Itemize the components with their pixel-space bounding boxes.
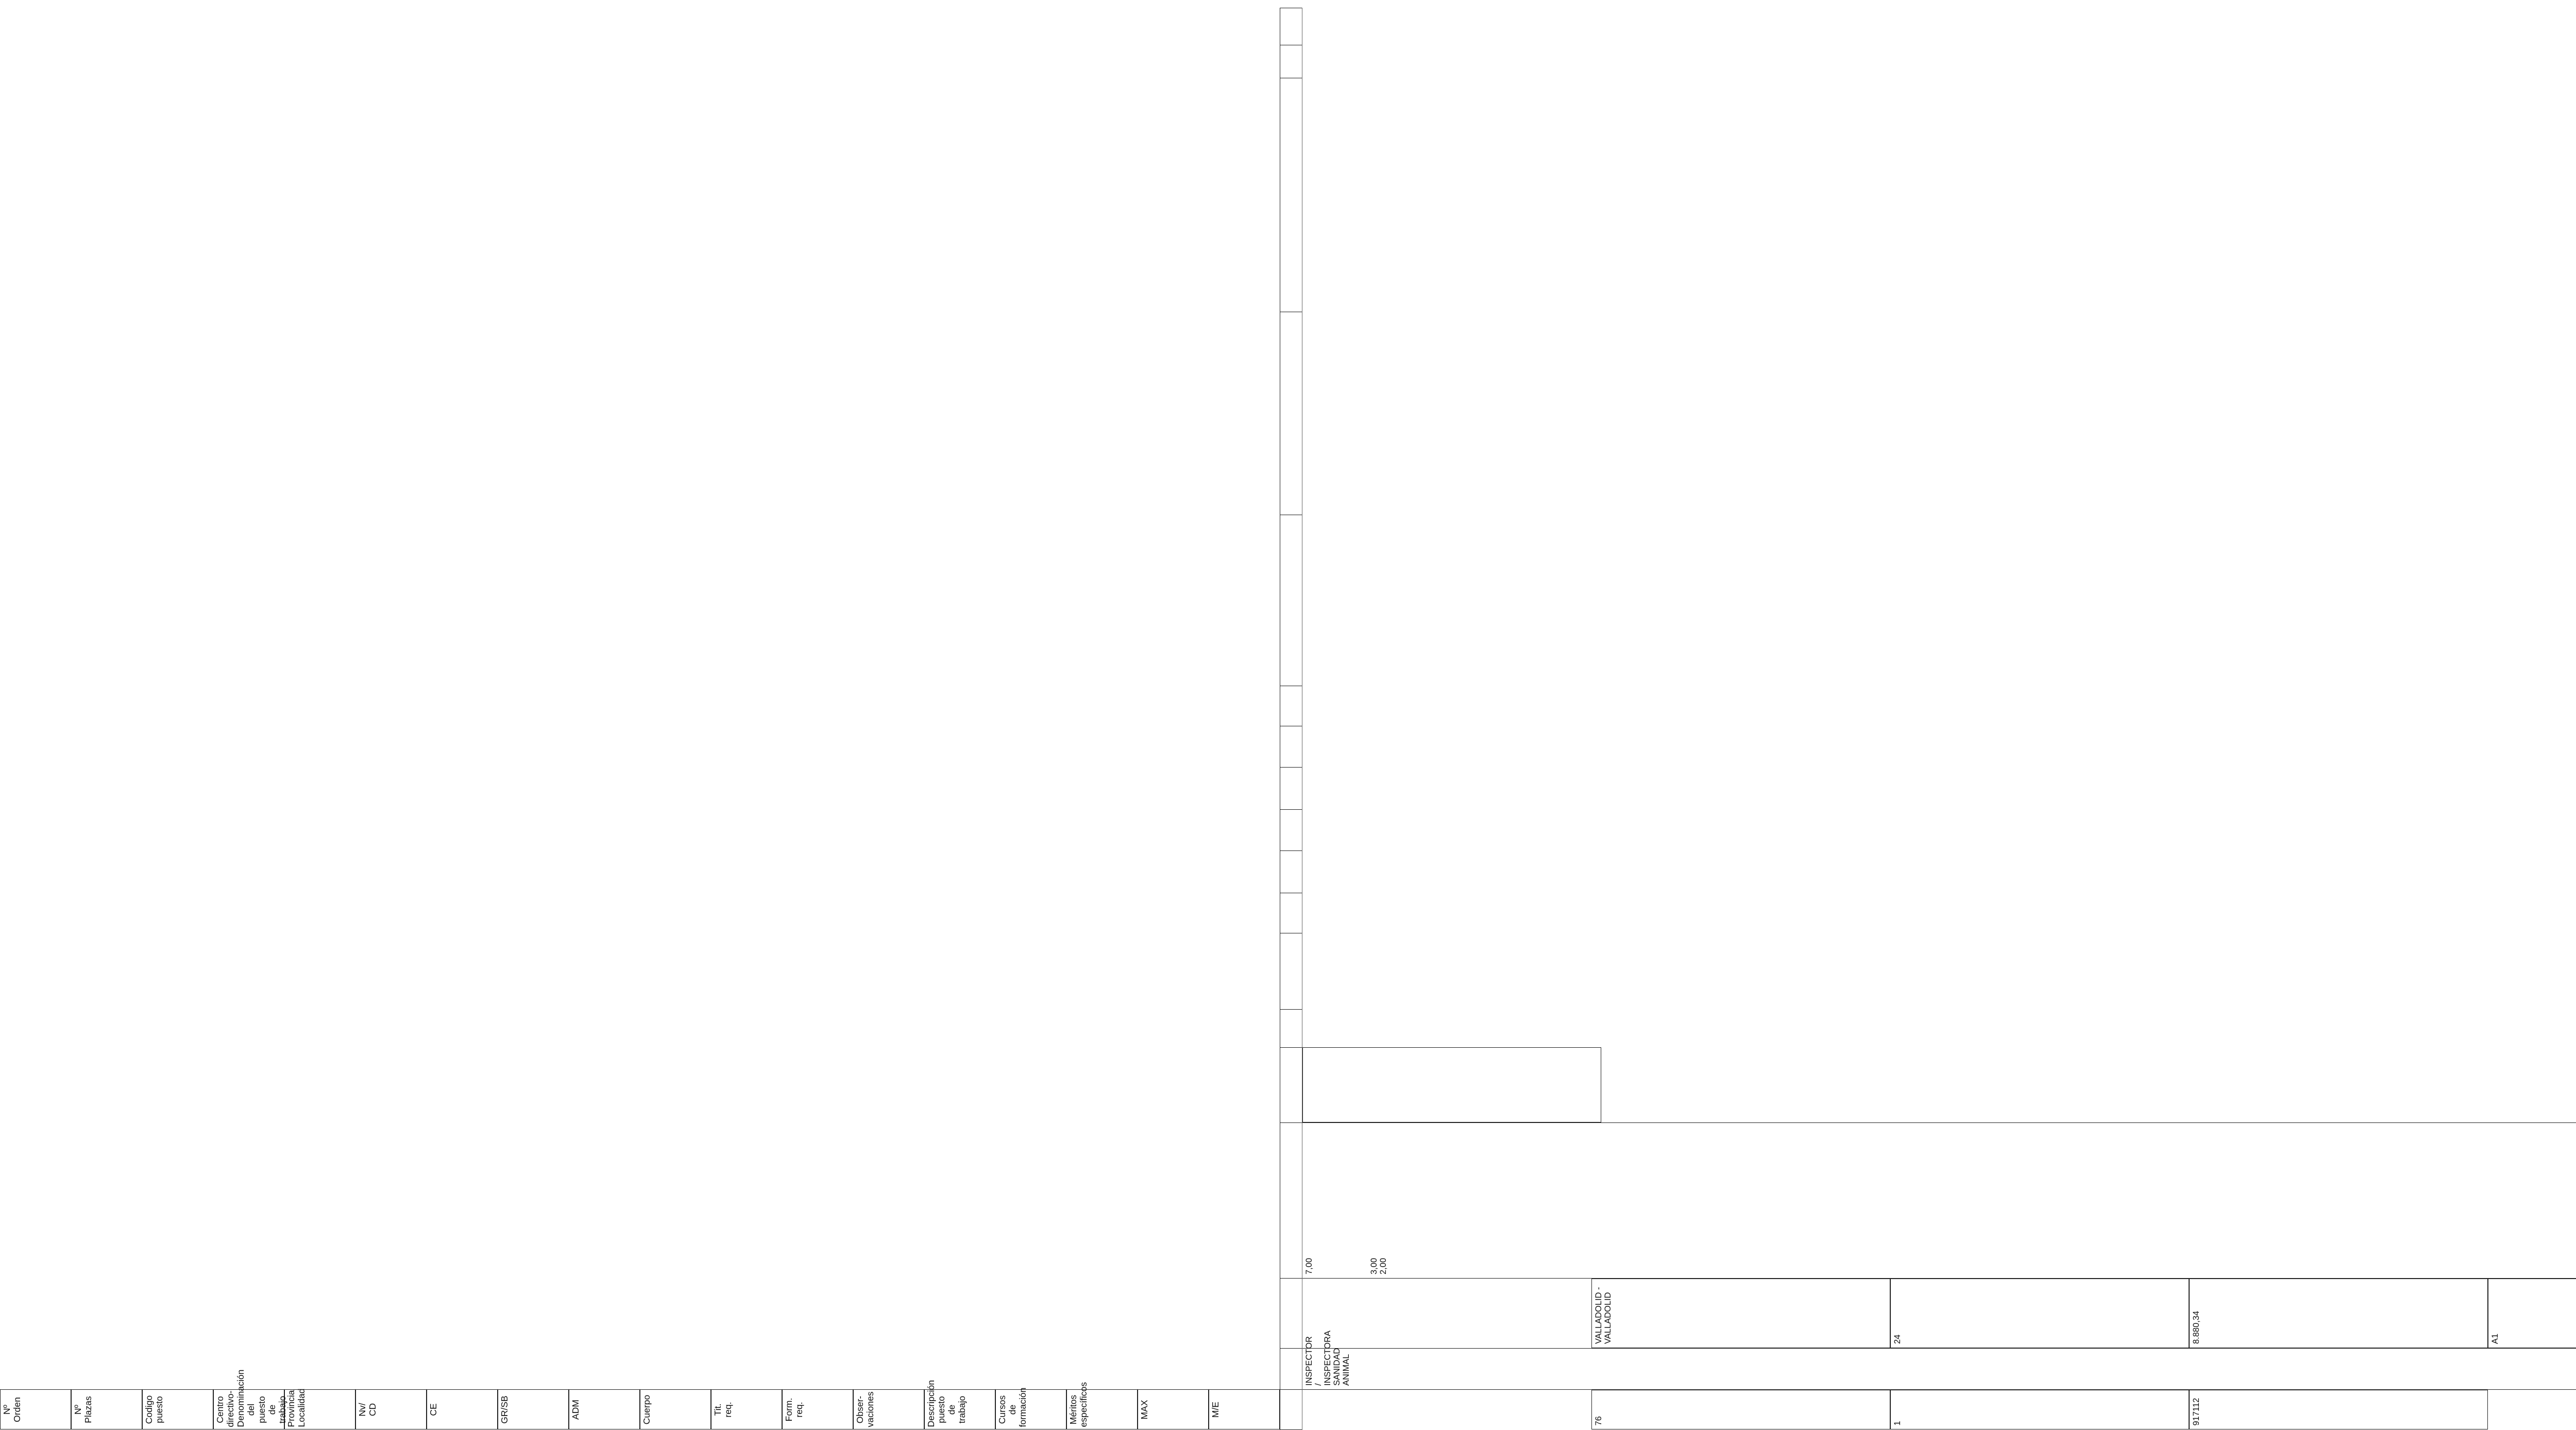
header-me: M/E (1209, 1390, 1280, 1430)
row-provincia: VALLADOLID - VALLADOLID (1591, 1279, 1890, 1348)
header-cuerpo: Cuerpo (640, 1390, 711, 1430)
row-grupo: A1 (2488, 1279, 2576, 1348)
header-max: MAX (1138, 1390, 1209, 1430)
header-formacion: Form. req. (782, 1390, 853, 1430)
header-nivel: Nv/ CD (355, 1390, 427, 1430)
max-value: 2,00 (1379, 1257, 1388, 1274)
max-value: 3,00 (1369, 1257, 1379, 1274)
document-sheet (0, 8, 2500, 1430)
header-ce: CE (427, 1390, 498, 1430)
row-ce: 8.880,34 (2189, 1279, 2488, 1348)
row-denominacion: INSPECTOR / INSPECTORA SANIDAD ANIMAL (1304, 1331, 1351, 1386)
row-plazas: 1 (1890, 1390, 2189, 1430)
row-nivel: 24 (1890, 1279, 2189, 1348)
header-adm: ADM (569, 1390, 640, 1430)
header-grupo: GR/SB (498, 1390, 569, 1430)
max-value: 7,00 (1304, 1257, 1314, 1274)
header-row (0, 8, 1280, 1430)
header-cursos: Cursos de formación (995, 1390, 1066, 1430)
row-orden: 76 (1591, 1390, 1890, 1430)
header-observaciones: Obser- vaciones (853, 1390, 924, 1430)
row-max (1302, 1123, 2576, 1279)
header-orden: Nº Orden (0, 1390, 71, 1430)
header-centro: Centro directivo- Denominación del puesto de trabajo (213, 1390, 284, 1430)
header-plazas: Nº Plazas (71, 1390, 142, 1430)
table-row (1302, 8, 2576, 1430)
spacer-row (1280, 8, 1302, 1430)
rpt-table (0, 8, 2576, 1430)
header-codigo: Codigo puesto (142, 1390, 213, 1430)
row-codigo: 917112 (2189, 1390, 2488, 1430)
header-provincia: Provincia Localidad (284, 1390, 355, 1430)
header-titulacion: Tit. req. (711, 1390, 782, 1430)
header-descripcion: Descripción puesto de trabajo (924, 1390, 995, 1430)
row-me (1302, 1048, 1601, 1123)
header-meritos: Méritos específicos (1066, 1390, 1138, 1430)
